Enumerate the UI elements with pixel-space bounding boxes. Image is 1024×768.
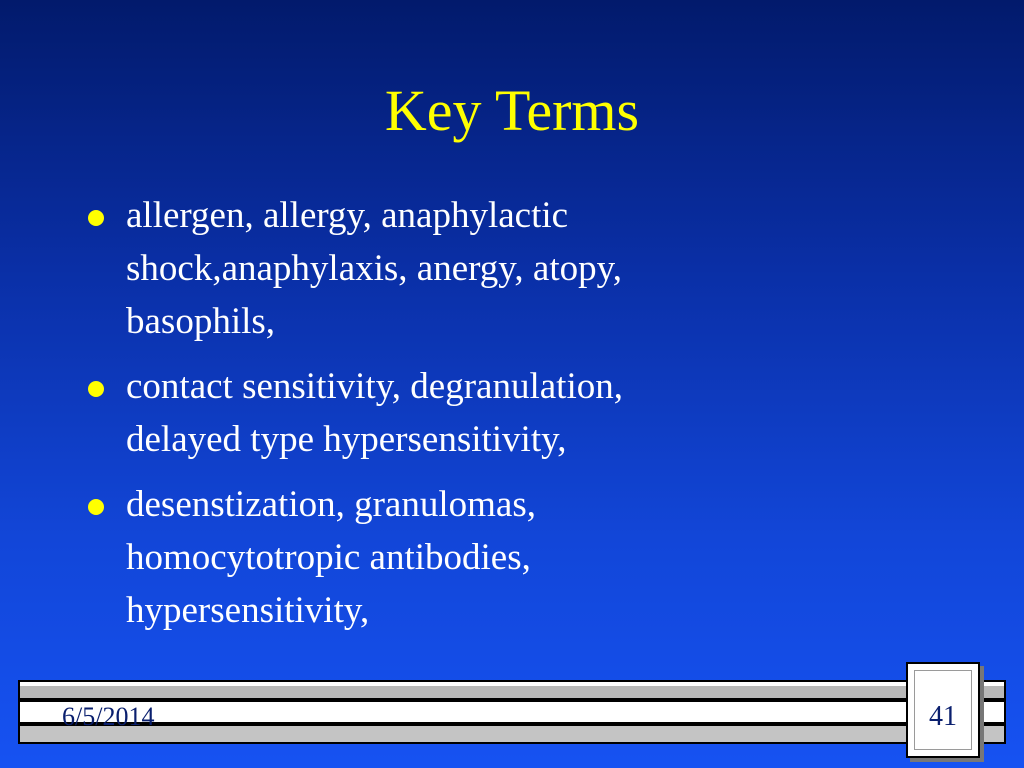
bullet-dot-icon [88, 210, 104, 226]
footer-stripe [20, 726, 1004, 742]
bullet-item [84, 360, 844, 466]
bullet-line: homocytotropic antibodies, [126, 537, 531, 578]
bullet-line: contact sensitivity, degranulation, [126, 366, 623, 407]
bullet-line: allergen, allergy, anaphylactic [126, 195, 569, 236]
slide-title: Key Terms [384, 78, 640, 143]
bullet-dot-icon [88, 381, 104, 397]
footer-bar [18, 680, 1006, 744]
footer-divider [20, 698, 1004, 702]
page-number-box [906, 662, 980, 758]
bullet-dot-icon [88, 499, 104, 515]
bullet-line: desenstization, granulomas, [126, 484, 536, 525]
bullet-item [84, 478, 844, 637]
footer-date: 6/5/2014 [62, 702, 155, 731]
bullet-line: shock,anaphylaxis, anergy, atopy, [126, 248, 622, 289]
bullet-line: delayed type hypersensitivity, [126, 419, 567, 460]
footer-stripe [20, 686, 1004, 698]
bullet-list [84, 189, 844, 649]
page-number: 41 [929, 701, 957, 732]
bullet-line: hypersensitivity, [126, 590, 370, 631]
bullet-item [84, 189, 844, 348]
bullet-line: basophils, [126, 301, 276, 342]
